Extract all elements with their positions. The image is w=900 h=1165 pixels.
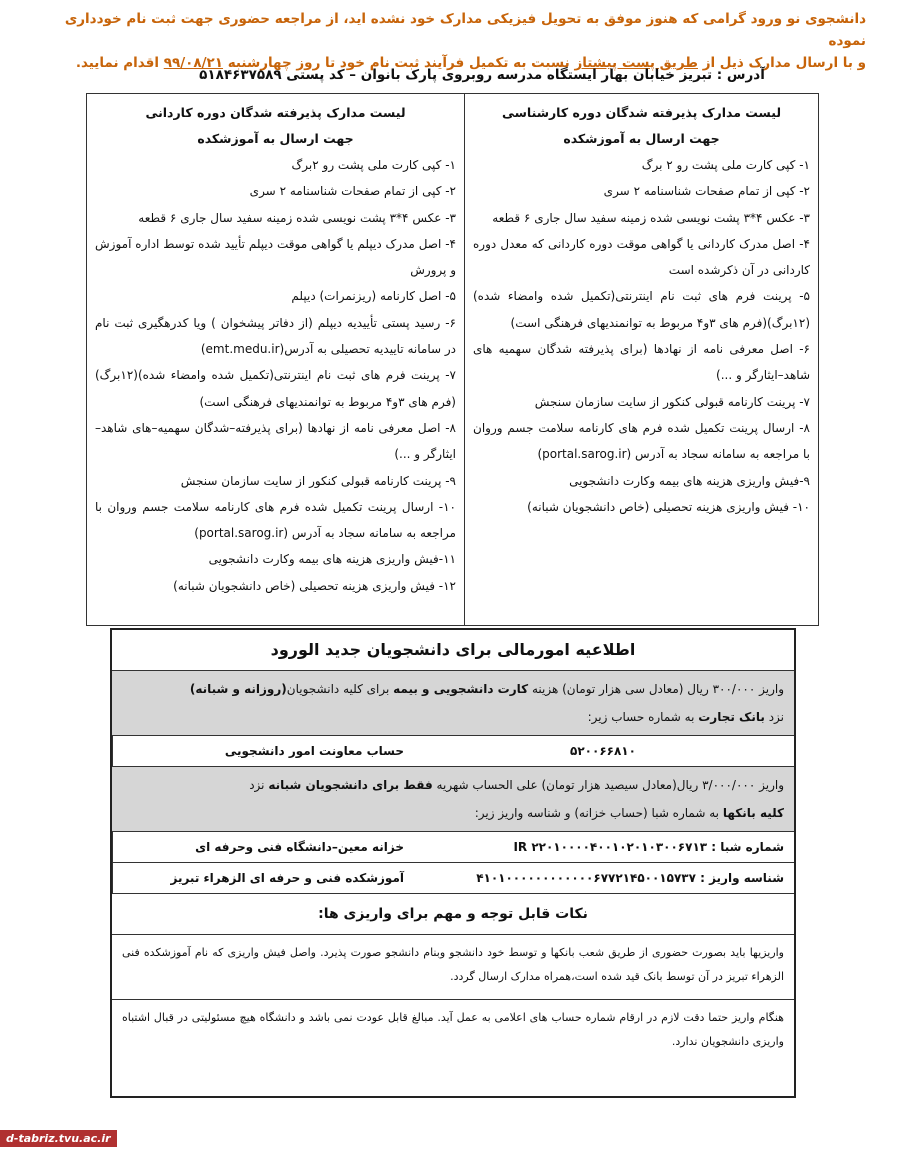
list-item: ۱- کپی کارت ملی پشت رو ۲برگ	[291, 158, 456, 172]
bachelor-documents-column	[464, 94, 818, 625]
list-item: ۶- رسید پستی تأییدیه دیپلم (از دفاتر پیشخوان ) ویا کدرهگیری ثبت نام در سامانه تاییدیه تحصیلی به آدرس(emt.medu.ir)	[95, 315, 456, 357]
list-item: ۶- اصل معرفی نامه از نهادها (برای پذیرفته شدگان سهمیه های شاهد–ایثارگر و ...)	[473, 342, 810, 383]
list-item: ۸- اصل معرفی نامه از نهادها (برای پذیرفته–شدگان سهمیه–های شاهد–ایثارگر و ...)	[95, 420, 456, 462]
list-item: ۵- اصل کارنامه (ریزنمرات) دیپلم	[291, 289, 456, 304]
list-item: ۷- پرینت فرم های ثبت نام اینترنتی(تکمیل شده وامضاء شده)(۱۲برگ)(فرم های ۳و۴ مربوط به توانمندیهای فرهنگی است)	[95, 368, 456, 409]
payment-id: شناسه واریز : ۴۱۰۱۰۰۰۰۰۰۰۰۰۰۰۰۶۷۷۲۱۴۵۰۰۱۵۷۳۷	[476, 871, 784, 885]
paragraph-text: کلیه بانکها	[722, 806, 784, 820]
bachelor-title: لیست مدارک پذیرفته شدگان دوره کارشناسی	[501, 105, 782, 120]
account-row-student-affairs	[112, 736, 794, 767]
paragraph-text: (روزانه و شبانه)	[189, 682, 287, 696]
account-row-payment-id	[112, 863, 794, 894]
account-label: حساب معاونت امور دانشجویی	[112, 736, 412, 766]
paragraph-text: واریز ۳/۰۰۰/۰۰۰ ریال(معادل سیصید هزار تومان) علی الحساب شهریه	[436, 778, 784, 792]
bachelor-list	[473, 152, 810, 520]
paragraph-text: برای کلیه دانشجویان	[286, 682, 390, 696]
address-line	[180, 64, 784, 86]
sheba-number: شماره شبا : IR ۲۲۰۱۰۰۰۰۴۰۰۱۰۲۰۱۰۳۰۰۶۷۱۳	[513, 840, 784, 854]
paragraph-text: به شماره حساب زیر:	[587, 710, 695, 724]
site-url-link[interactable]: d-tabriz.tvu.ac.ir	[0, 1130, 117, 1147]
paragraph-text: کارت دانشجویی و بیمه	[393, 682, 529, 696]
list-item: ۳- عکس ۴*۳ پشت نویسی شده زمینه سفید سال جاری ۶ قطعه	[138, 210, 456, 225]
list-item: ۱۲- فیش واریزی هزینه تحصیلی (خاص دانشجویان شبانه)	[173, 578, 456, 593]
paragraph-text: بانک تجارت	[698, 710, 765, 724]
notice-post-method: طریق پست پیشتاز	[574, 55, 698, 71]
list-item: ۳- عکس ۴*۳ پشت نویسی شده زمینه سفید سال جاری ۶ قطعه	[492, 210, 810, 225]
list-item: ۹-فیش واریزی هزینه های بیمه وکارت دانشجویی	[569, 473, 810, 488]
tuition-fee-paragraph	[112, 767, 794, 832]
account-row-treasury	[112, 832, 794, 863]
list-item: ۹- پرینت کارنامه قبولی کنکور از سایت سازمان سنجش	[180, 473, 456, 488]
notice-text: اقدام نمایید.	[75, 55, 160, 71]
list-item: ۱۰- فیش واریزی هزینه تحصیلی (خاص دانشجویان شبانه)	[527, 499, 810, 514]
list-item: ۸- ارسال پرینت تکمیل شده فرم های کارنامه سلامت جسم وروان با مراجعه به سامانه سجاد به آدرس (portal.sarog.ir)	[473, 420, 810, 462]
postal-code: ۵۱۸۴۶۳۷۵۸۹	[199, 67, 282, 83]
paragraph-text: به شماره شبا (حساب خزانه) و شناسه واریز زیر:	[474, 806, 720, 820]
notice-text: نسبت به تکمیل فرآیند ثبت نام خود تا روز چهارشنبه	[227, 55, 570, 71]
associate-subtitle: جهت ارسال به آموزشکده	[197, 131, 354, 146]
address-text: آدرس : تبریز خیابان بهار ایستگاه مدرسه روبروی پارک بانوان – کد پستی	[286, 67, 765, 83]
account-label: آموزشکده فنی و حرفه ای الزهراء تبریز	[112, 863, 412, 893]
associate-title: لیست مدارک پذیرفته شدگان دوره کاردانی	[145, 105, 406, 120]
account-number: ۵۲۰۰۶۶۸۱۰	[570, 744, 636, 758]
documents-table	[86, 93, 819, 626]
paragraph-text: واریز ۳۰۰/۰۰۰ ریال (معادل سی هزار تومان) هزینه	[531, 682, 784, 696]
note-item: واریزیها باید بصورت حضوری از طریق شعب بانکها و توسط خود دانشجو وبنام دانشجو صورت پذیرد. واصل فیش واریزی که نام آموزشکده فنی الزهراء تبریز در آن توسط بانک قید شده است،همراه مدارک ارسال گردد.	[112, 935, 794, 1000]
finance-title: اطلاعیه امورمالی برای دانشجویان جدید الورود	[112, 630, 794, 671]
list-item: ۴- اصل مدرک کاردانی یا گواهی موقت دوره کاردانی که معدل دوره کاردانی در آن ذکرشده است	[473, 236, 810, 278]
insurance-fee-paragraph	[112, 671, 794, 736]
paragraph-text: نزد	[249, 778, 265, 792]
account-label: خزانه معین–دانشگاه فنی وحرفه ای	[112, 832, 412, 862]
list-item: ۷- پرینت کارنامه قبولی کنکور از سایت سازمان سنجش	[534, 394, 810, 409]
associate-documents-column	[87, 94, 464, 625]
paragraph-text: نزد	[768, 710, 784, 724]
notice-line-1: دانشجوی نو ورود گرامی که هنوز موفق به تحویل فیزیکی مدارک خود نشده اید، از مراجعه حضوری جهت ثبت نام خودداری نموده	[64, 11, 866, 49]
note-item: هنگام واریز حتما دقت لازم در ارقام شماره حساب های اعلامی به عمل آید. مبالغ قابل عودت نمی باشد و دانشگاه هیچ مسئولیتی در قبال اشتباه واریزی دانشجویان ندارد.	[122, 1011, 784, 1048]
list-item: ۴- اصل مدرک دیپلم یا گواهی موقت دیپلم تأیید شده توسط اداره آموزش و پرورش	[95, 236, 456, 278]
associate-list	[95, 152, 456, 599]
list-item: ۱- کپی کارت ملی پشت رو ۲ برگ	[641, 158, 810, 172]
notes-title: نکات قابل توجه و مهم برای واریزی ها:	[112, 894, 794, 935]
list-item: ۲- کپی از تمام صفحات شناسنامه ۲ سری	[249, 184, 456, 199]
list-item: ۵- پرینت فرم های ثبت نام اینترنتی(تکمیل شده وامضاء شده)(۱۲برگ)(فرم های ۳و۴ مربوط به توانمندیهای فرهنگی است)	[473, 289, 810, 330]
list-item: ۱۰- ارسال پرینت تکمیل شده فرم های کارنامه سلامت جسم وروان با مراجعه به سامانه سجاد به آدرس (portal.sarog.ir)	[95, 499, 456, 541]
bachelor-subtitle: جهت ارسال به آموزشکده	[563, 131, 720, 146]
notice-deadline-date: ۹۹/۰۸/۲۱	[163, 55, 224, 71]
paragraph-text: فقط برای دانشجویان شبانه	[268, 778, 433, 792]
notice-text: و با ارسال مدارک ذیل از	[702, 55, 866, 71]
list-item: ۱۱-فیش واریزی هزینه های بیمه وکارت دانشجویی	[208, 552, 456, 567]
finance-notice-box	[110, 628, 796, 1098]
list-item: ۲- کپی از تمام صفحات شناسنامه ۲ سری	[603, 184, 810, 199]
